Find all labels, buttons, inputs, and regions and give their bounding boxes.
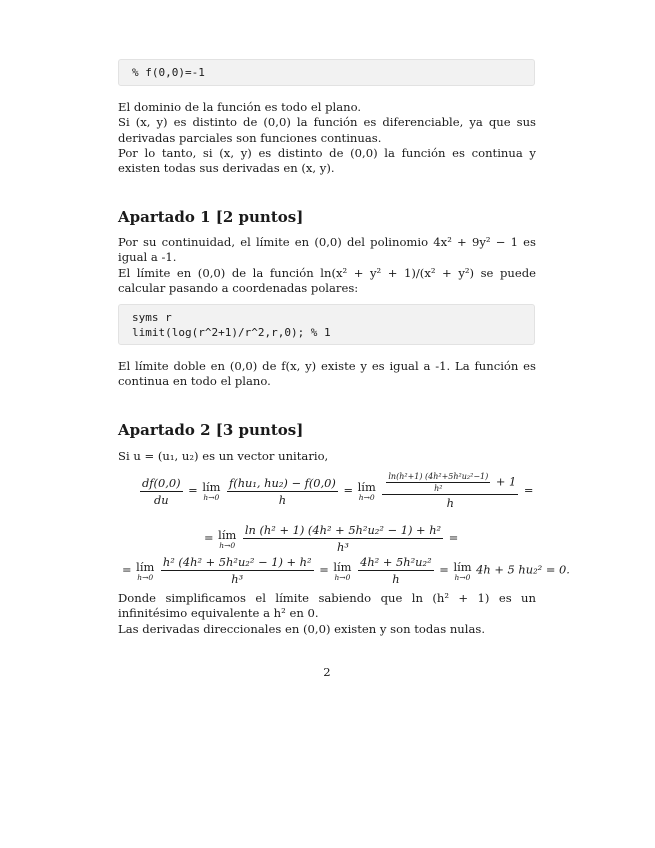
equals-sign: = (439, 562, 449, 577)
equation-row-2 (118, 523, 622, 554)
fraction-row-3a (161, 555, 314, 586)
equals-sign: = (188, 483, 198, 497)
lim-subscript: h→0 (219, 540, 236, 550)
row-3a-numerator: h² (4h² + 5h²u₂² − 1) + h² (162, 555, 312, 569)
inner-denominator: h² (434, 484, 443, 493)
difference-numerator: f(hu₁, hu₂) − f(0,0) (229, 475, 336, 490)
lim-text: lím (136, 559, 155, 574)
nested-numerator (382, 472, 518, 495)
lim-subscript: h→0 (358, 493, 375, 502)
equation-row-3 (118, 555, 570, 586)
section-2-para-3: Las derivadas direccionales en (0,0) existen y son todas nulas. (118, 621, 486, 636)
equation-row-1 (118, 472, 556, 510)
section-2-para-2: Donde simplificamos el límite sabiendo que ln (h² + 1) es un infinitésimo equivalente a h² en 0. (118, 591, 536, 621)
du-denominator: du (153, 492, 169, 507)
inner-numerator: ln(h²+1) (4h²+5h²u₂²−1) (388, 472, 489, 481)
df-numerator: df(0,0) (142, 475, 181, 490)
h3-denominator: h³ (231, 572, 244, 586)
section-1-body (118, 235, 536, 296)
intro-line-3: Por lo tanto, si (x, y) es distinto de (0,0) la función es continua y existen todas sus derivadas en (x, y). (118, 145, 536, 176)
row-3-tail: 4h + 5 hu₂² = 0. (476, 562, 570, 577)
intro-text (118, 100, 536, 176)
equals-sign: = (343, 483, 354, 497)
limit-operator (202, 480, 220, 502)
limit-operator (358, 480, 376, 502)
lim-text: lím (333, 559, 352, 574)
equals-sign: = (319, 562, 329, 577)
limit-operator (453, 560, 471, 582)
fraction-difference-quotient (227, 476, 338, 507)
code-block-domain: % f(0,0)=-1 (118, 59, 535, 86)
page-number: 2 (323, 665, 331, 679)
fraction-row-2 (243, 523, 443, 554)
h-denominator: h (278, 492, 287, 507)
lim-text: lím (357, 480, 376, 494)
intro-line-1: El dominio de la función es todo el plano. (118, 100, 362, 114)
lim-subscript: h→0 (203, 493, 220, 502)
lim-text: lím (453, 559, 472, 574)
lim-subscript: h→0 (454, 572, 471, 582)
plus-one: + 1 (495, 474, 517, 489)
lim-text: lím (218, 527, 237, 542)
row-2-numerator: ln (h² + 1) (4h² + 5h²u₂² − 1) + h² (244, 523, 442, 537)
h3-denominator: h³ (337, 540, 349, 554)
lim-text: lím (202, 480, 221, 494)
fraction-nested (382, 472, 518, 510)
section-1-para-3: El límite doble en (0,0) de f(x, y) existe y es igual a -1. La función es continua en todo el plano. (118, 359, 536, 389)
equals-sign: = (204, 530, 214, 545)
fraction-row-3b (358, 555, 434, 586)
equals-sign: = (122, 562, 132, 577)
inner-fraction (386, 472, 490, 493)
intro-line-2: Si (x, y) es distinto de (0,0) la función es diferenciable, ya que sus derivadas parciales son funciones continuas. (118, 115, 536, 145)
lim-subscript: h→0 (137, 572, 154, 582)
limit-operator (333, 560, 351, 582)
h-denominator: h (392, 572, 400, 586)
section-1-para-2: El límite en (0,0) de la función ln(x² + y² + 1)/(x² + y²) se puede calcular pasando a coordenadas polares: (118, 265, 536, 295)
section-2-body (118, 591, 536, 637)
row-3b-numerator: 4h² + 5h²u₂² (360, 555, 432, 569)
h-denominator: h (446, 496, 454, 510)
section-2-title: Apartado 2 [3 puntos] (118, 421, 304, 439)
lim-subscript: h→0 (334, 572, 351, 582)
section-2-para-1: Si u = (u₁, u₂) es un vector unitario, (118, 449, 329, 463)
limit-operator (218, 528, 236, 550)
section-1-title: Apartado 1 [2 puntos] (118, 208, 304, 226)
code-block-limit: syms r limit(log(r^2+1)/r^2,r,0); % 1 (118, 304, 535, 345)
equals-sign: = (523, 483, 534, 497)
section-1-para-1: Por su continuidad, el límite en (0,0) del polinomio 4x² + 9y² − 1 es igual a -1. (118, 235, 536, 265)
fraction-df-du (140, 476, 183, 507)
equals-sign: = (448, 530, 459, 545)
limit-operator (136, 560, 154, 582)
